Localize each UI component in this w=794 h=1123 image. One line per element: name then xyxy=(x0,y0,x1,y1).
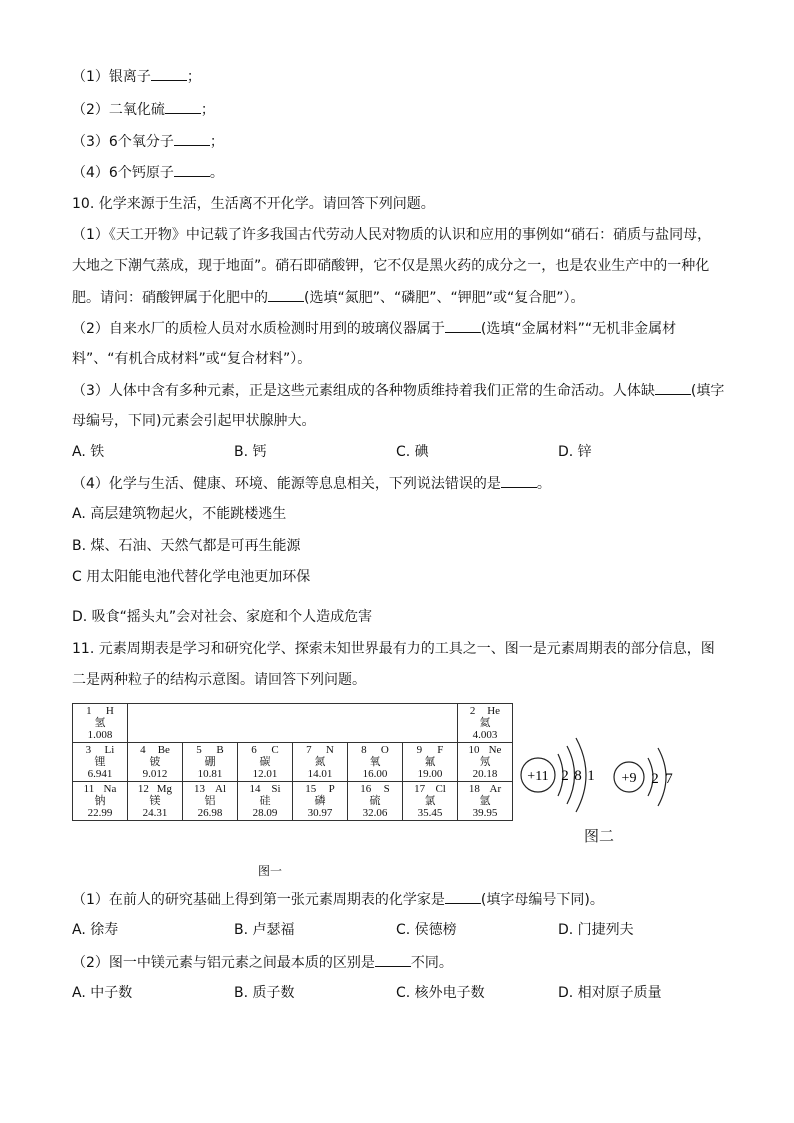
q10-p4-line: （4）化学与生活、健康、环境、能源等息息相关，下列说法错误的是 。 xyxy=(72,473,551,494)
q9-item-1: （1）银离子 ； xyxy=(72,66,201,87)
q11-sub2-option-d: D. 相对原子质量 xyxy=(558,985,662,1001)
element-cell: 10 Ne 氖 20.18 xyxy=(458,743,513,782)
q10-p3-option-a: A. 铁 xyxy=(72,444,105,460)
element-cell: 7 N 氮 14.01 xyxy=(293,743,348,782)
q10-p1-line1: （1）《天工开物》中记载了许多我国古代劳动人民对物质的认识和应用的事例如“硝石：硝质与盐同母， xyxy=(72,227,712,243)
q11-sub2-line: （2）图一中镁元素与铝元素之间最本质的区别是 不同。 xyxy=(72,952,453,973)
q11-sub2-option-b: B. 质子数 xyxy=(234,985,295,1001)
q10-p4-option-b: B. 煤、石油、天然气都是可再生能源 xyxy=(72,538,301,554)
q11-sub1-option-b: B. 卢瑟福 xyxy=(234,922,295,938)
q11-title-line2: 二是两种粒子的结构示意图。请回答下列问题。 xyxy=(72,672,366,688)
q11-sub1-option-a: A. 徐寿 xyxy=(72,922,119,938)
element-cell: 1 H 氢 1.008 xyxy=(73,704,128,743)
element-cell: 5 B 硼 10.81 xyxy=(183,743,238,782)
element-cell: 3 Li 锂 6.941 xyxy=(73,743,128,782)
atom-structure-diagrams xyxy=(516,732,684,818)
element-cell: 12 Mg 镁 24.31 xyxy=(128,782,183,821)
element-cell: 15 P 磷 30.97 xyxy=(293,782,348,821)
atom1-shell-2: 8 xyxy=(574,768,582,784)
q10-p4-option-a: A. 高层建筑物起火，不能跳楼逃生 xyxy=(72,506,287,522)
q11-sub2-option-a: A. 中子数 xyxy=(72,985,133,1001)
element-cell: 11 Na 钠 22.99 xyxy=(73,782,128,821)
periodic-table xyxy=(72,703,513,821)
atom2-shell-2: 7 xyxy=(665,771,673,787)
element-cell: 17 Cl 氯 35.45 xyxy=(403,782,458,821)
element-cell: 6 C 碳 12.01 xyxy=(238,743,293,782)
element-cell: 2 He 氦 4.003 xyxy=(458,704,513,743)
q10-p4-option-c: C 用太阳能电池代替化学电池更加环保 xyxy=(72,569,311,585)
q10-p1-line2: 大地之下潮气蒸成，现于地面”。硝石即硝酸钾，它不仅是黑火药的成分之一，也是农业生产中的一种化 xyxy=(72,258,710,274)
atom1-shell-1: 2 xyxy=(561,768,569,784)
q11-sub1-option-c: C. 侯德榜 xyxy=(396,922,457,938)
element-cell: 18 Ar 氩 39.95 xyxy=(458,782,513,821)
q10-p1-line3: 肥。请问：硝酸钾属于化肥中的 (选填“氮肥”、“磷肥”、“钾肥”或“复合肥”）。 xyxy=(72,287,584,308)
atom-fluorine-diagram xyxy=(614,748,673,806)
figure-1-caption: 图一 xyxy=(258,864,283,878)
q11-sub2-option-c: C. 核外电子数 xyxy=(396,985,485,1001)
element-cell: 14 Si 硅 28.09 xyxy=(238,782,293,821)
q10-p3-line1: （3）人体中含有多种元素，正是这些元素组成的各种物质维持着我们正常的生命活动。人体缺 (填字 xyxy=(72,380,724,401)
atom1-nucleus: +11 xyxy=(527,769,549,784)
atom1-shell-3: 1 xyxy=(587,768,595,784)
figure-2-caption: 图二 xyxy=(584,827,615,845)
q10-p2-line2: 料”、“有机合成材料”或“复合材料”）。 xyxy=(72,351,312,367)
q10-p3-line2: 母编号，下同)元素会引起甲状腺肿大。 xyxy=(72,413,316,429)
element-cell: 13 Al 铝 26.98 xyxy=(183,782,238,821)
element-cell: 16 S 硫 32.06 xyxy=(348,782,403,821)
atom-sodium-diagram xyxy=(521,738,595,812)
atom2-shell-1: 2 xyxy=(651,771,659,787)
element-cell: 9 F 氟 19.00 xyxy=(403,743,458,782)
q10-title: 10. 化学来源于生活，生活离不开化学。请回答下列问题。 xyxy=(72,196,435,212)
q11-sub1-option-d: D. 门捷列夫 xyxy=(558,922,634,938)
q10-p3-option-d: D. 锌 xyxy=(558,444,592,460)
atom2-nucleus: +9 xyxy=(621,771,637,786)
q10-p3-option-b: B. 钙 xyxy=(234,444,267,460)
q11-title-line1: 11. 元素周期表是学习和研究化学、探索未知世界最有力的工具之一、图一是元素周期表的部分信息，图 xyxy=(72,641,715,657)
element-cell: 4 Be 铍 9.012 xyxy=(128,743,183,782)
q9-item-3: （3）6个氧分子 ； xyxy=(72,131,224,152)
q9-item-2: （2）二氧化硫 ； xyxy=(72,99,215,120)
q10-p4-option-d: D. 吸食“摇头丸”会对社会、家庭和个人造成危害 xyxy=(72,609,373,625)
q9-item-4: （4）6个钙原子 。 xyxy=(72,162,224,183)
q10-p3-option-c: C. 碘 xyxy=(396,444,429,460)
element-cell: 8 O 氧 16.00 xyxy=(348,743,403,782)
q10-p2-line1: （2）自来水厂的质检人员对水质检测时用到的玻璃仪器属于 (选填“金属材料”“无机非金属材 xyxy=(72,318,676,339)
q11-sub1-line: （1）在前人的研究基础上得到第一张元素周期表的化学家是 (填字母编号下同)。 xyxy=(72,889,604,910)
